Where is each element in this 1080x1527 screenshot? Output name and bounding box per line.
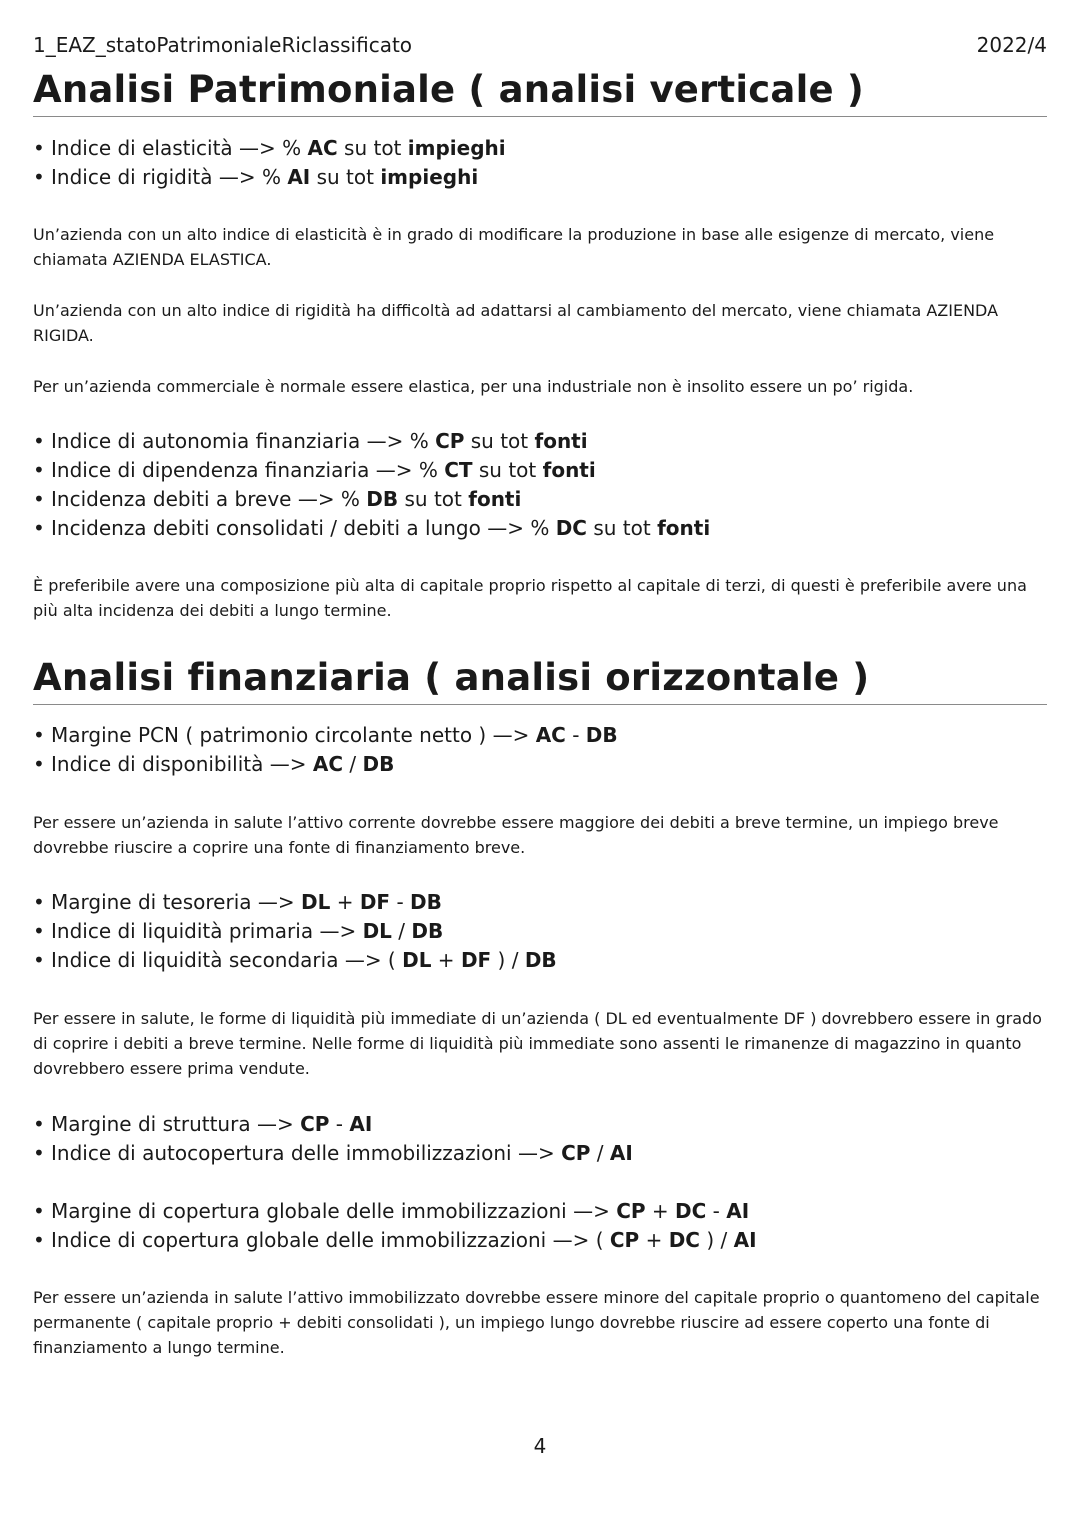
section-title-analisi-patrimoniale: Analisi Patrimoniale ( analisi verticale ) <box>33 66 1047 117</box>
list-item: • Indice di rigidità —> % AI su tot impieghi <box>33 163 506 192</box>
list-item: • Indice di liquidità primaria —> DL / DB <box>33 917 557 946</box>
bullet-list-global-coverage <box>33 1197 757 1255</box>
section-title-analisi-finanziaria: Analisi finanziaria ( analisi orizzontale ) <box>33 654 1047 705</box>
list-item: • Indice di disponibilità —> AC / DB <box>33 750 618 779</box>
list-item: • Incidenza debiti a breve —> % DB su tot fonti <box>33 485 710 514</box>
bullet-list-structure <box>33 1110 633 1168</box>
list-item: • Indice di copertura globale delle immobilizzazioni —> ( CP + DC ) / AI <box>33 1226 757 1255</box>
list-item: • Indice di autonomia finanziaria —> % CP su tot fonti <box>33 427 710 456</box>
document-name: 1_EAZ_statoPatrimonialeRiclassificato <box>33 33 413 57</box>
page-number: 4 <box>533 1434 547 1458</box>
list-item: • Indice di dipendenza finanziaria —> % CT su tot fonti <box>33 456 710 485</box>
list-item: • Margine PCN ( patrimonio circolante netto ) —> AC - DB <box>33 721 618 750</box>
paragraph-rigid-company: Un’azienda con un alto indice di rigidità ha difficoltà ad adattarsi al cambiamento del mercato, viene chiamata AZIENDA RIGIDA. <box>33 301 999 345</box>
list-item: • Margine di copertura globale delle immobilizzazioni —> CP + DC - AI <box>33 1197 757 1226</box>
paragraph-capital-composition: È preferibile avere una composizione più alta di capitale proprio rispetto al capitale di terzi, di questi è preferibile avere una più alta incidenza dei debiti a lungo termine. <box>33 576 1027 620</box>
document-date: 2022/4 <box>976 33 1047 57</box>
bullet-list-liquidity <box>33 888 557 975</box>
paragraph-liquidity-forms: Per essere in salute, le forme di liquidità più immediate di un’azienda ( DL ed eventualmente DF ) dovrebbero essere in grado di coprire i debiti a breve termine. Nelle forme di liquidità più immediate sono assenti le rimanenze di magazzino in quanto dovrebbero essere prima vendute. <box>33 1009 1042 1078</box>
bullet-list-pcn <box>33 721 618 779</box>
bullet-list-financing-sources <box>33 427 710 543</box>
paragraph-commercial-industrial: Per un’azienda commerciale è normale essere elastica, per una industriale non è insolito essere un po’ rigida. <box>33 377 914 396</box>
paragraph-fixed-assets: Per essere un’azienda in salute l’attivo immobilizzato dovrebbe essere minore del capitale proprio o quantomeno del capitale permanente ( capitale proprio + debiti consolidati ), un impiego lungo dovrebbe riuscire ad essere coperto una fonte di finanziamento a lungo termine. <box>33 1288 1040 1357</box>
list-item: • Indice di autocopertura delle immobilizzazioni —> CP / AI <box>33 1139 633 1168</box>
paragraph-elastic-company: Un’azienda con un alto indice di elasticità è in grado di modificare la produzione in base alle esigenze di mercato, viene chiamata AZIENDA ELASTICA. <box>33 225 995 269</box>
paragraph-current-assets: Per essere un’azienda in salute l’attivo corrente dovrebbe essere maggiore dei debiti a breve termine, un impiego breve dovrebbe riuscire a coprire una fonte di finanziamento breve. <box>33 813 999 857</box>
list-item: • Incidenza debiti consolidati / debiti a lungo —> % DC su tot fonti <box>33 514 710 543</box>
list-item: • Margine di tesoreria —> DL + DF - DB <box>33 888 557 917</box>
bullet-list-elasticity <box>33 134 506 192</box>
list-item: • Margine di struttura —> CP - AI <box>33 1110 633 1139</box>
list-item: • Indice di liquidità secondaria —> ( DL + DF ) / DB <box>33 946 557 975</box>
list-item: • Indice di elasticità —> % AC su tot impieghi <box>33 134 506 163</box>
